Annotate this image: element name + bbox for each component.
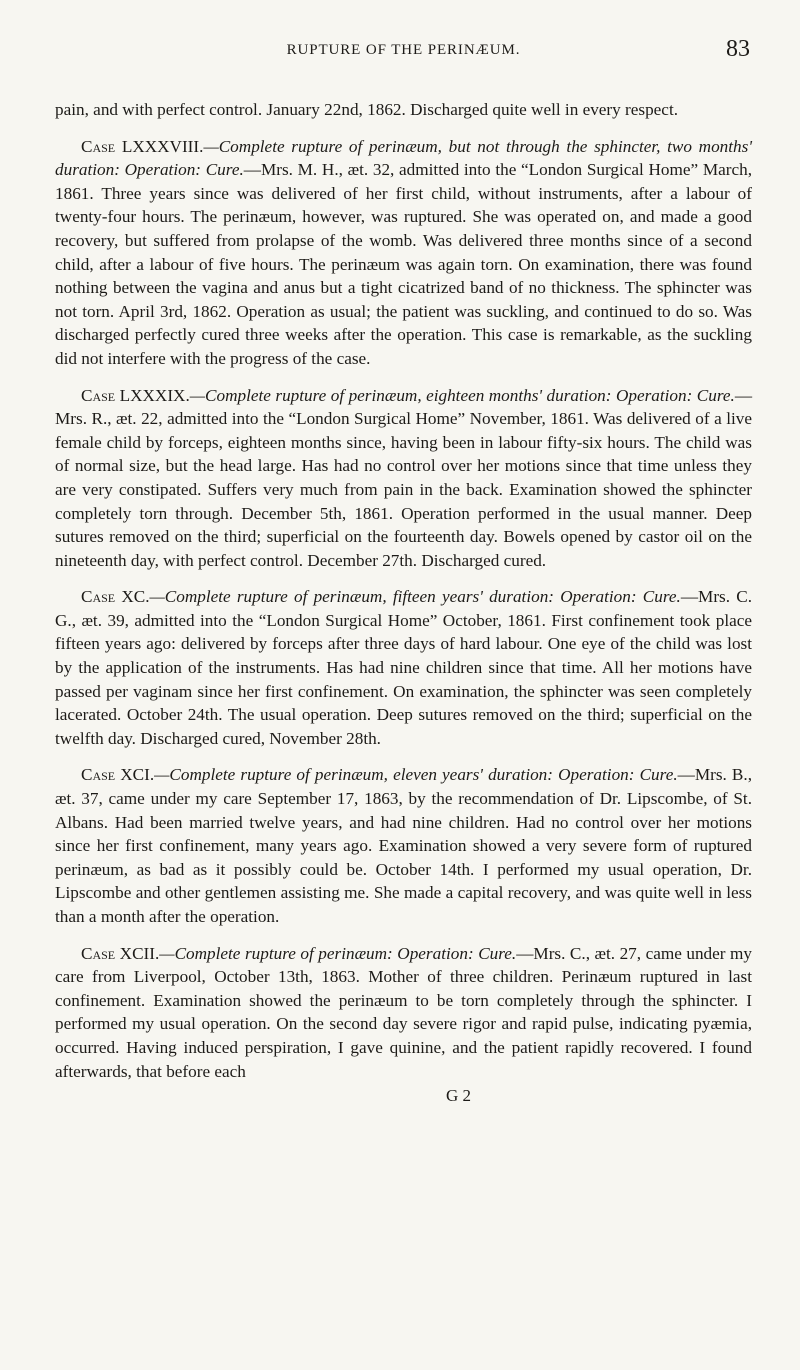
case-title: —Complete rupture of perinæum, but not through the sphincter, two months' duration: Operation: Cure. xyxy=(55,136,752,180)
paragraph-body: pain, and with perfect control. January 22nd, 1862. Discharged quite well in every respect. xyxy=(55,100,679,119)
case-paragraph xyxy=(55,135,752,371)
case-number: Case XC. xyxy=(81,587,150,607)
case-title: —Complete rupture of perinæum, fifteen years' duration: Operation: Cure. xyxy=(149,587,681,607)
case-body: —Mrs. B., æt. 37, came under my care September 17, 1863, by the recommendation of Dr. Lipscombe, of St. Albans. Had been married twelve years, and had nine children. Had no control over her motions since her first confinement, many years ago. Examination showed a very severe form of ruptured perinæum, as bad as it possibly could be. October 14th. I performed my usual operation, Dr. Lipscombe and other gentlemen assisting me. She made a capital recovery, and was quite well in less than a month after the operation. xyxy=(55,765,752,926)
running-head xyxy=(55,36,752,70)
case-body: —Mrs. C. G., æt. 39, admitted into the “London Surgical Home” October, 1861. First confinement took place fifteen years ago: delivered by forceps after three days of hard labour. One eye of the child was lost by the application of the instruments. Has had nine children since that time. All her motions have passed per vaginam since her first confinement. On examination, the sphincter was seen completely lacerated. October 24th. The usual operation. Deep sutures removed on the third; superficial on the twelfth day. Discharged cured, November 28th. xyxy=(55,587,752,748)
case-number: Case XCII. xyxy=(81,943,160,963)
case-paragraph xyxy=(55,763,752,928)
page-number: 83 xyxy=(726,36,750,62)
case-paragraph xyxy=(55,585,752,750)
case-body: —Mrs. M. H., æt. 32, admitted into the “London Surgical Home” March, 1861. Three years since was delivered of her first child, without instruments, after a labour of twenty-four hours. The perinæum, however, was ruptured. She was operated on, and made a good recovery, but suffered from prolapse of the womb. Was delivered three months since of a second child, after a labour of five hours. The perinæum was again torn. On examination, there was found nothing between the vagina and anus but a tight cicatrized band of no thickness. The sphincter was not torn. April 3rd, 1862. Operation as usual; the patient was suckling, and continued to do so. Was discharged perfectly cured three weeks after the operation. This case is remarkable, as the suckling did not interfere with the progress of the case. xyxy=(55,160,752,368)
case-number: Case LXXXIX. xyxy=(81,385,190,405)
running-title: RUPTURE OF THE PERINÆUM. xyxy=(286,42,521,58)
case-title: —Complete rupture of perinæum, eleven years' duration: Operation: Cure. xyxy=(154,765,678,785)
case-paragraph xyxy=(55,942,752,1084)
case-number: Case XCI. xyxy=(81,765,155,785)
paragraph-continuation xyxy=(55,98,752,122)
signature-mark: G 2 xyxy=(445,1086,472,1106)
case-title: —Complete rupture of perinæum, eighteen months' duration: Operation: Cure. xyxy=(189,385,735,405)
case-body: —Mrs. R., æt. 22, admitted into the “London Surgical Home” November, 1861. Was delivered of a live female child by forceps, eighteen months since, having been in labour fifty-six hours. The child was of normal size, but the head large. Has had no control over her motions since that time unless they are very constipated. Suffers very much from pain in the back. Examination showed the sphincter completely torn through. December 5th, 1861. Operation performed in the usual manner. Deep sutures removed on the third; superficial on the fourteenth day. Bowels opened by castor oil on the nineteenth day, with perfect control. December 27th. Discharged cured. xyxy=(55,385,752,570)
body-text xyxy=(55,98,752,1083)
case-title: —Complete rupture of perinæum: Operation: Cure. xyxy=(159,943,517,963)
case-paragraph xyxy=(55,384,752,573)
case-number: Case LXXXVIII. xyxy=(81,136,204,156)
case-body: —Mrs. C., æt. 27, came under my care from Liverpool, October 13th, 1863. Mother of three children. Perinæum ruptured in last confinement. Examination showed the perinæum to be torn completely through the sphincter. I performed my usual operation. On the second day severe rigor and rapid pulse, indicating pyæmia, occurred. Having induced perspiration, I gave quinine, and the patient rapidly recovered. I found afterwards, that before each xyxy=(55,943,752,1081)
